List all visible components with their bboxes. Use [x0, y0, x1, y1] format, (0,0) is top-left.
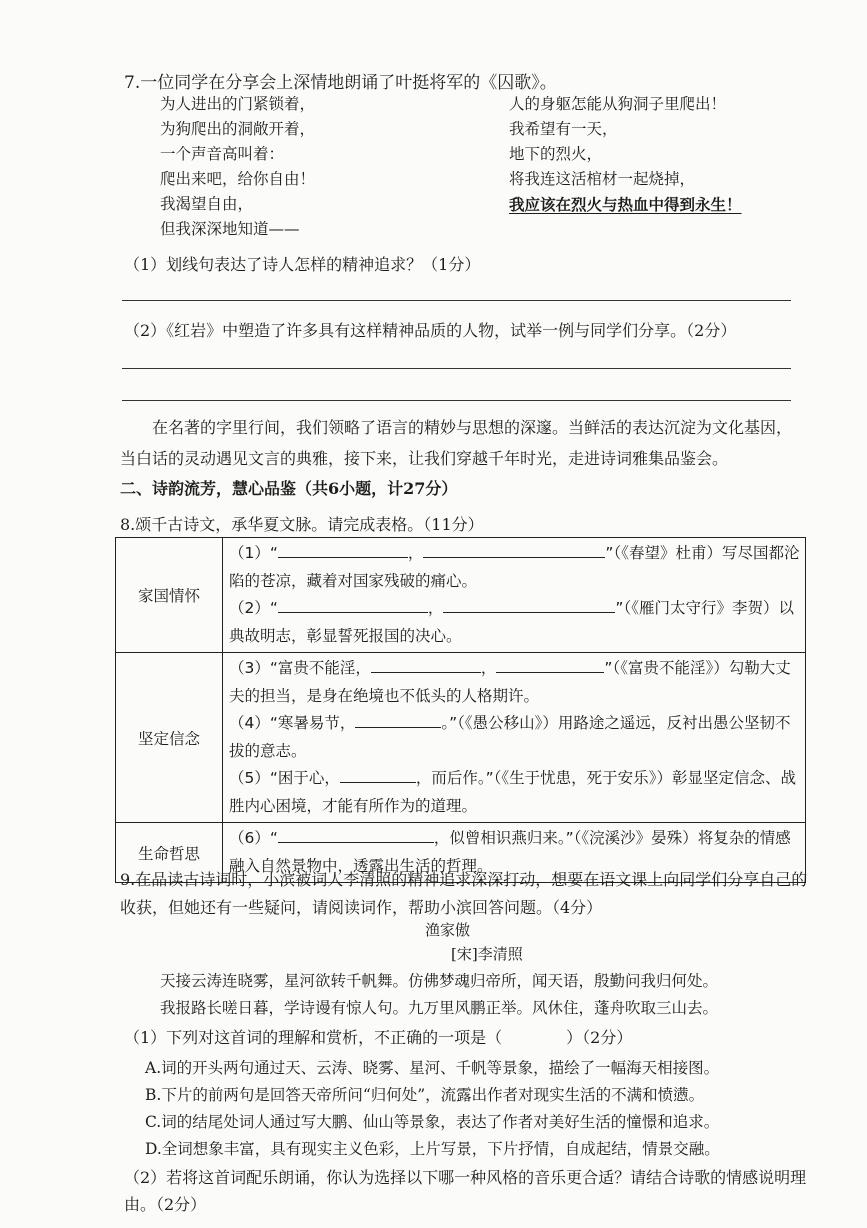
- content-cell: （6）“ ，似曾相识燕归来。”（《浣溪沙》晏殊）将复杂的情感融入自然景物中，透露出生活的哲理。: [223, 823, 806, 883]
- category-cell: 坚定信念: [116, 653, 223, 823]
- option-a: A.词的开头两句通过天、云涛、晓雾、星河、千帆等景象，描绘了一幅海天相接图。: [145, 1059, 720, 1077]
- q7-intro: 7.一位同学在分享会上深情地朗诵了叶挺将军的《囚歌》。: [124, 73, 557, 93]
- poem-line: 我报路长嗟日暮，学诗谩有惊人句。九万里风鹏正举。风休住，蓬舟吹取三山去。: [160, 999, 719, 1017]
- transition-paragraph: 在名著的字里行间，我们领略了语言的精妙与思想的深邃。当鲜活的表达沉淀为文化基因，当白话的灵动遇见文言的典雅，接下来，让我们穿越千年时光，走进诗词雅集品鉴会。: [120, 418, 793, 468]
- fill-blank[interactable]: [443, 598, 615, 613]
- q9-sub1: （1）下列对这首词的理解和赏析，不正确的一项是（ ）（2分）: [124, 1028, 633, 1047]
- poem-title: 渔家傲: [425, 921, 471, 939]
- table-row: [116, 653, 806, 823]
- category-cell: 生命哲思: [116, 823, 223, 883]
- poem-right-column: [509, 92, 742, 217]
- fill-blank[interactable]: [278, 543, 408, 558]
- poem-line: 地下的烈火，: [509, 145, 603, 163]
- answer-line[interactable]: [122, 400, 791, 401]
- poem-line: 天接云涛连晓雾，星河欲转千帆舞。仿佛梦魂归帝所，闻天语，殷勤问我归何处。: [160, 972, 719, 990]
- poem-line: 爬出来吧，给你自由！: [160, 170, 316, 188]
- fill-blank[interactable]: [423, 543, 605, 558]
- q8-table: [115, 537, 806, 883]
- poem-line: 我渴望自由，: [160, 195, 254, 213]
- q9-intro: 9.在品读古诗词时，小滨被词人李清照的精神追求深深打动，想要在语文课上向同学们分享自己的收获，但她还有一些疑问，请阅读词作，帮助小滨回答问题。（4分）: [120, 870, 808, 917]
- fill-blank[interactable]: [278, 828, 434, 843]
- poem-left-column: [160, 92, 315, 242]
- poem-line: 但我深深地知道——: [160, 220, 300, 238]
- answer-line[interactable]: [122, 368, 791, 369]
- answer-line[interactable]: [122, 300, 791, 301]
- table-row: [116, 538, 806, 653]
- poem-line: 为狗爬出的洞敞开着，: [160, 120, 316, 138]
- category-cell: 家国情怀: [116, 538, 223, 653]
- poem-author: [宋]李清照: [451, 945, 523, 963]
- fill-blank[interactable]: [355, 713, 441, 728]
- poem-line: 一个声音高叫着：: [160, 145, 285, 163]
- option-b: B.下片的前两句是回答天帝所问“归何处”，流露出作者对现实生活的不满和愤懑。: [145, 1086, 705, 1104]
- poem-line-underlined: 我应该在烈火与热血中得到永生！: [509, 195, 742, 214]
- fill-blank[interactable]: [371, 658, 481, 673]
- option-d: D.全词想象丰富，具有现实主义色彩，上片写景，下片抒情，自成起结，情景交融。: [145, 1140, 720, 1158]
- poem-line: 将我连这活棺材一起烧掉，: [509, 170, 696, 188]
- poem-line: 为人进出的门紧锁着，: [160, 95, 316, 113]
- option-c: C.词的结尾处词人通过写大鹏、仙山等景象，表达了作者对美好生活的憧憬和追求。: [145, 1113, 720, 1131]
- content-cell: （3）“富贵不能淫， ， ”（《富贵不能淫》）勾勒大丈夫的担当，是身在绝境也不低头的人格期许。 （4）“寒暑易节， 。”（《愚公移山》）用路途之遥远，反衬出愚公坚韧不拔的意志。 （5）“困于心， ，而后作。”（《生于忧患，死于安乐》）彰显坚定信念、战胜内心困境，才能有所作为的道理。: [223, 653, 806, 823]
- fill-blank[interactable]: [278, 598, 428, 613]
- fill-blank[interactable]: [340, 768, 416, 783]
- q9-sub2: （2）若将这首词配乐朗诵，你认为选择以下哪一种风格的音乐更合适？请结合诗歌的情感说明理由。（2分）: [124, 1168, 807, 1214]
- q7-sub1: （1）划线句表达了诗人怎样的精神追求？（1分）: [124, 255, 481, 274]
- content-cell: （1）“ ， ”（《春望》杜甫）写尽国都沦陷的苍凉，藏着对国家残破的痛心。 （2）“ ， ”（《雁门太守行》李贺）以典故明志，彰显誓死报国的决心。: [223, 538, 806, 653]
- fill-blank[interactable]: [496, 658, 604, 673]
- q7-sub2: （2）《红岩》中塑造了许多具有这样精神品质的人物，试举一例与同学们分享。（2分）: [124, 321, 737, 340]
- poem-line: 人的身躯怎能从狗洞子里爬出！: [509, 95, 727, 113]
- poem-line: 我希望有一天，: [509, 120, 618, 138]
- section-heading: 二、诗韵流芳，慧心品鉴（共6小题，计27分）: [120, 479, 458, 498]
- q8-intro: 8.颂千古诗文，承华夏文脉。请完成表格。（11分）: [120, 515, 484, 534]
